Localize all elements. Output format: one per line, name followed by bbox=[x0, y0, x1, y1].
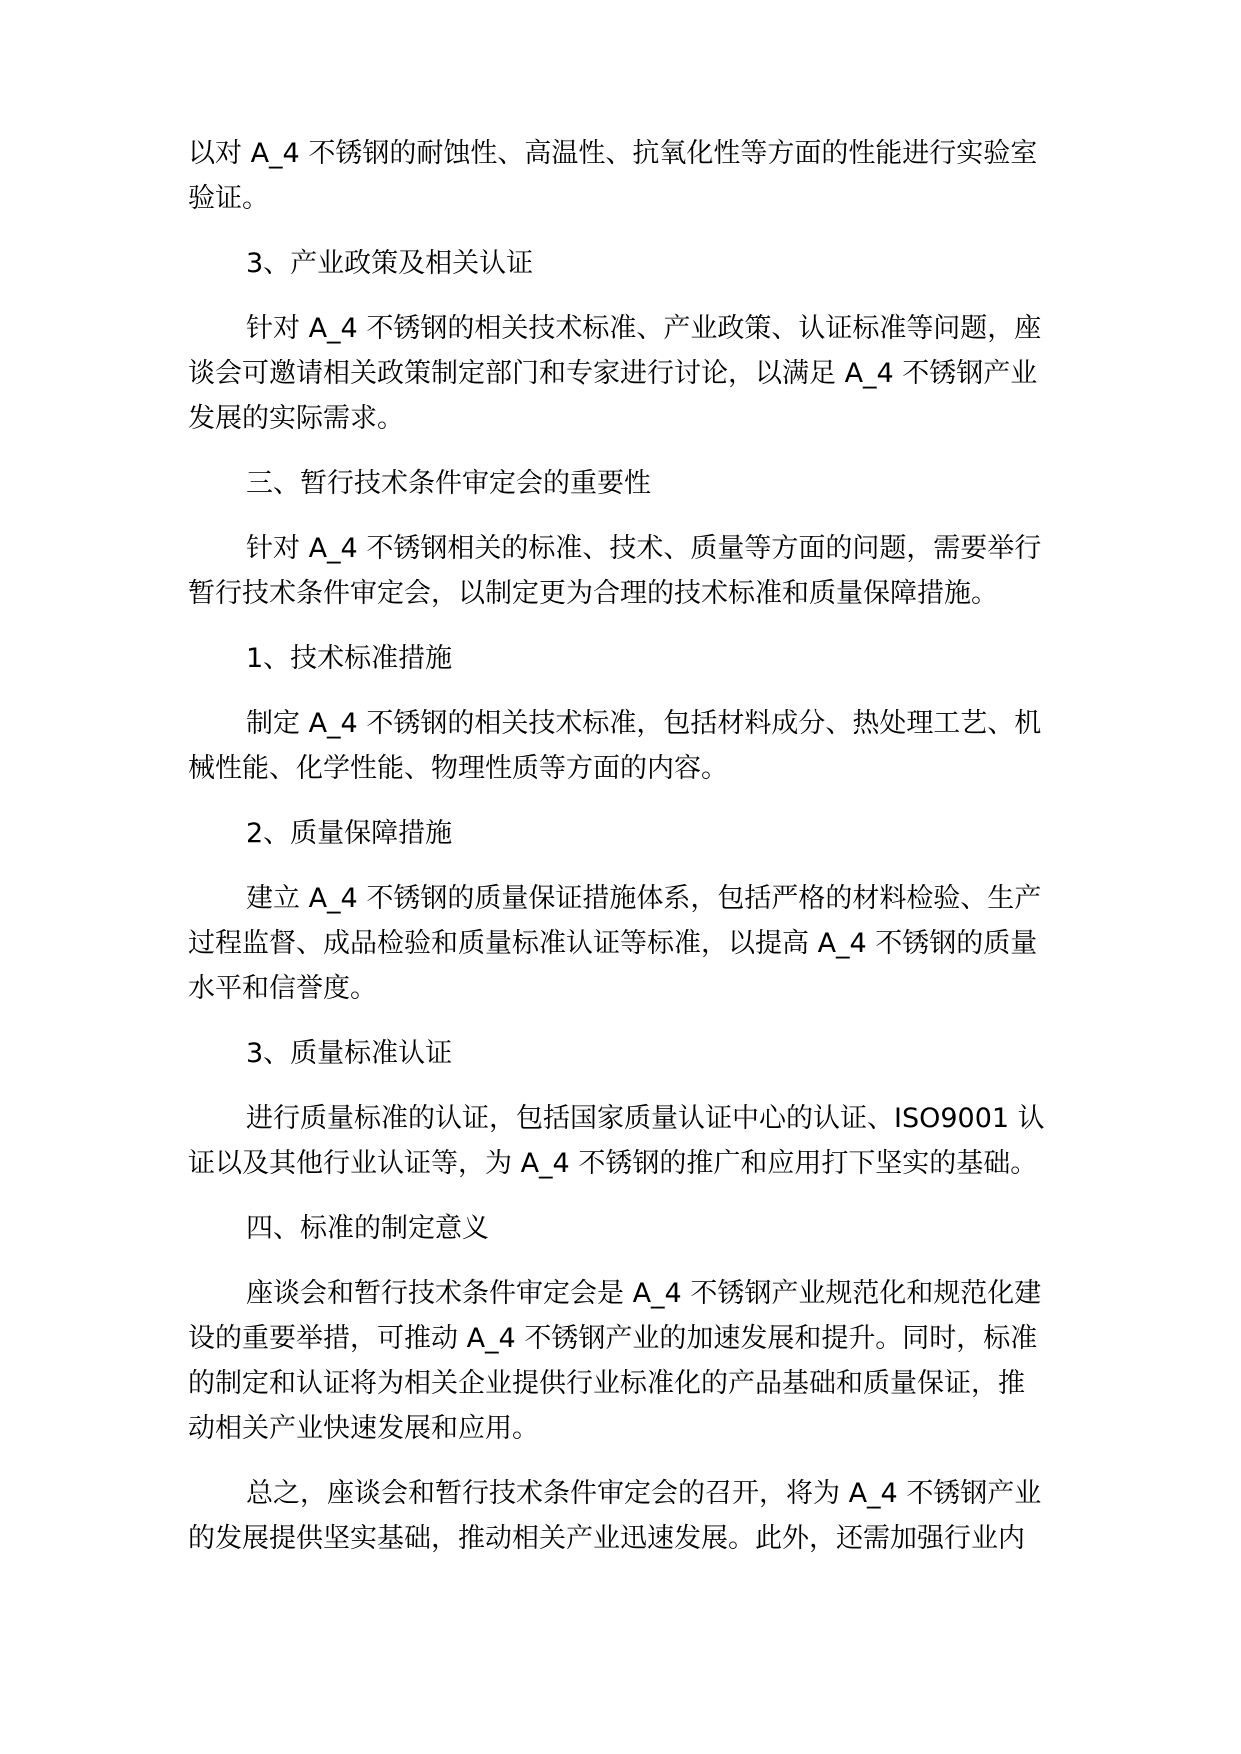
heading-review-importance: 三、暂行技术条件审定会的重要性 bbox=[246, 468, 651, 499]
paragraph-industry-policy: 针对 A_4 不锈钢的相关技术标准、产业政策、认证标准等问题，座谈会可邀请相关政策制定部门和专家进行讨论，以满足 A_4 不锈钢产业发展的实际需求。 bbox=[188, 313, 1042, 434]
paragraph-quality-certification: 进行质量标准的认证，包括国家质量认证中心的认证、ISO9001 认证以及其他行业认证等，为 A_4 不锈钢的推广和应用打下坚实的基础。 bbox=[188, 1103, 1045, 1179]
paragraph-standard-significance: 座谈会和暂行技术条件审定会是 A_4 不锈钢产业规范化和规范化建设的重要举措，可推动 A_4 不锈钢产业的加速发展和提升。同时，标准的制定和认证将为相关企业提供行业标准化的产品基础和质量保证，推动相关产业快速发展和应用。 bbox=[188, 1278, 1042, 1444]
paragraph-conclusion: 总之，座谈会和暂行技术条件审定会的召开，将为 A_4 不锈钢产业的发展提供坚实基础，推动相关产业迅速发展。此外，还需加强行业内 bbox=[188, 1478, 1042, 1554]
paragraph-technical-standards: 制定 A_4 不锈钢的相关技术标准，包括材料成分、热处理工艺、机械性能、化学性能、物理性质等方面的内容。 bbox=[188, 708, 1042, 784]
paragraph-review-importance: 针对 A_4 不锈钢相关的标准、技术、质量等方面的问题，需要举行暂行技术条件审定会，以制定更为合理的技术标准和质量保障措施。 bbox=[188, 533, 1042, 609]
heading-quality-assurance: 2、质量保障措施 bbox=[246, 818, 453, 849]
heading-industry-policy: 3、产业政策及相关认证 bbox=[246, 248, 534, 279]
document-page bbox=[188, 131, 1048, 1581]
heading-quality-certification: 3、质量标准认证 bbox=[246, 1038, 453, 1069]
heading-technical-standards: 1、技术标准措施 bbox=[246, 643, 453, 674]
paragraph-lab-verification: 以对 A_4 不锈钢的耐蚀性、高温性、抗氧化性等方面的性能进行实验室验证。 bbox=[188, 138, 1038, 214]
paragraph-quality-assurance: 建立 A_4 不锈钢的质量保证措施体系，包括严格的材料检验、生产过程监督、成品检验和质量标准认证等标准，以提高 A_4 不锈钢的质量水平和信誉度。 bbox=[188, 883, 1042, 1004]
heading-standard-significance: 四、标准的制定意义 bbox=[246, 1213, 489, 1244]
